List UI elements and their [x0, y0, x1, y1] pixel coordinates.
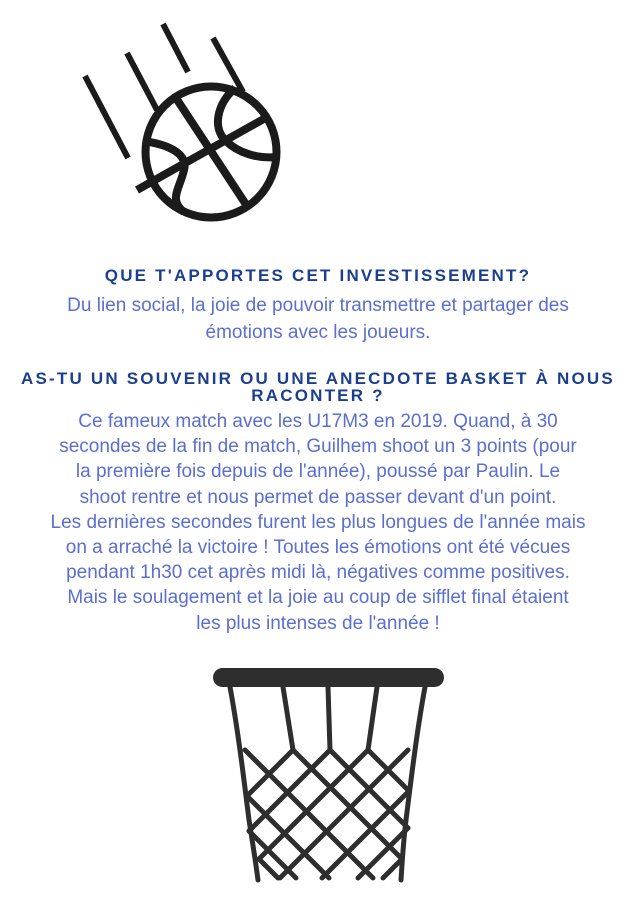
- falling-basketball-icon: [60, 10, 300, 235]
- body-anecdote-answer: Ce fameux match avec les U17M3 en 2019. Quand, à 30 secondes de la fin de match, Guilhem shoot un 3 points (pour la première fois depuis de l'année), poussé par Paulin. Le shoot rentre et nous permet de passer devant d'un point. Les dernières secondes furent les plus longues de l'année mais on a arraché la victoire ! Toutes les émotions ont été vécues pendant 1h30 cet après midi là, négatives comme positives. Mais le soulagement et la joie au coup de sifflet final étaient les plus intenses de l'année !: [50, 411, 586, 634]
- basketball-hoop-net-icon: [205, 660, 450, 888]
- heading-anecdote-question: AS-TU UN SOUVENIR OU UNE ANECDOTE BASKET À NOUS RACONTER ?: [21, 369, 615, 405]
- body-investment-answer: Du lien social, la joie de pouvoir transmettre et partager des émotions avec les joueurs.: [67, 295, 569, 343]
- rim: [213, 668, 444, 687]
- net: [230, 687, 425, 880]
- heading-investment-question: QUE T'APPORTES CET INVESTISSEMENT?: [104, 266, 532, 285]
